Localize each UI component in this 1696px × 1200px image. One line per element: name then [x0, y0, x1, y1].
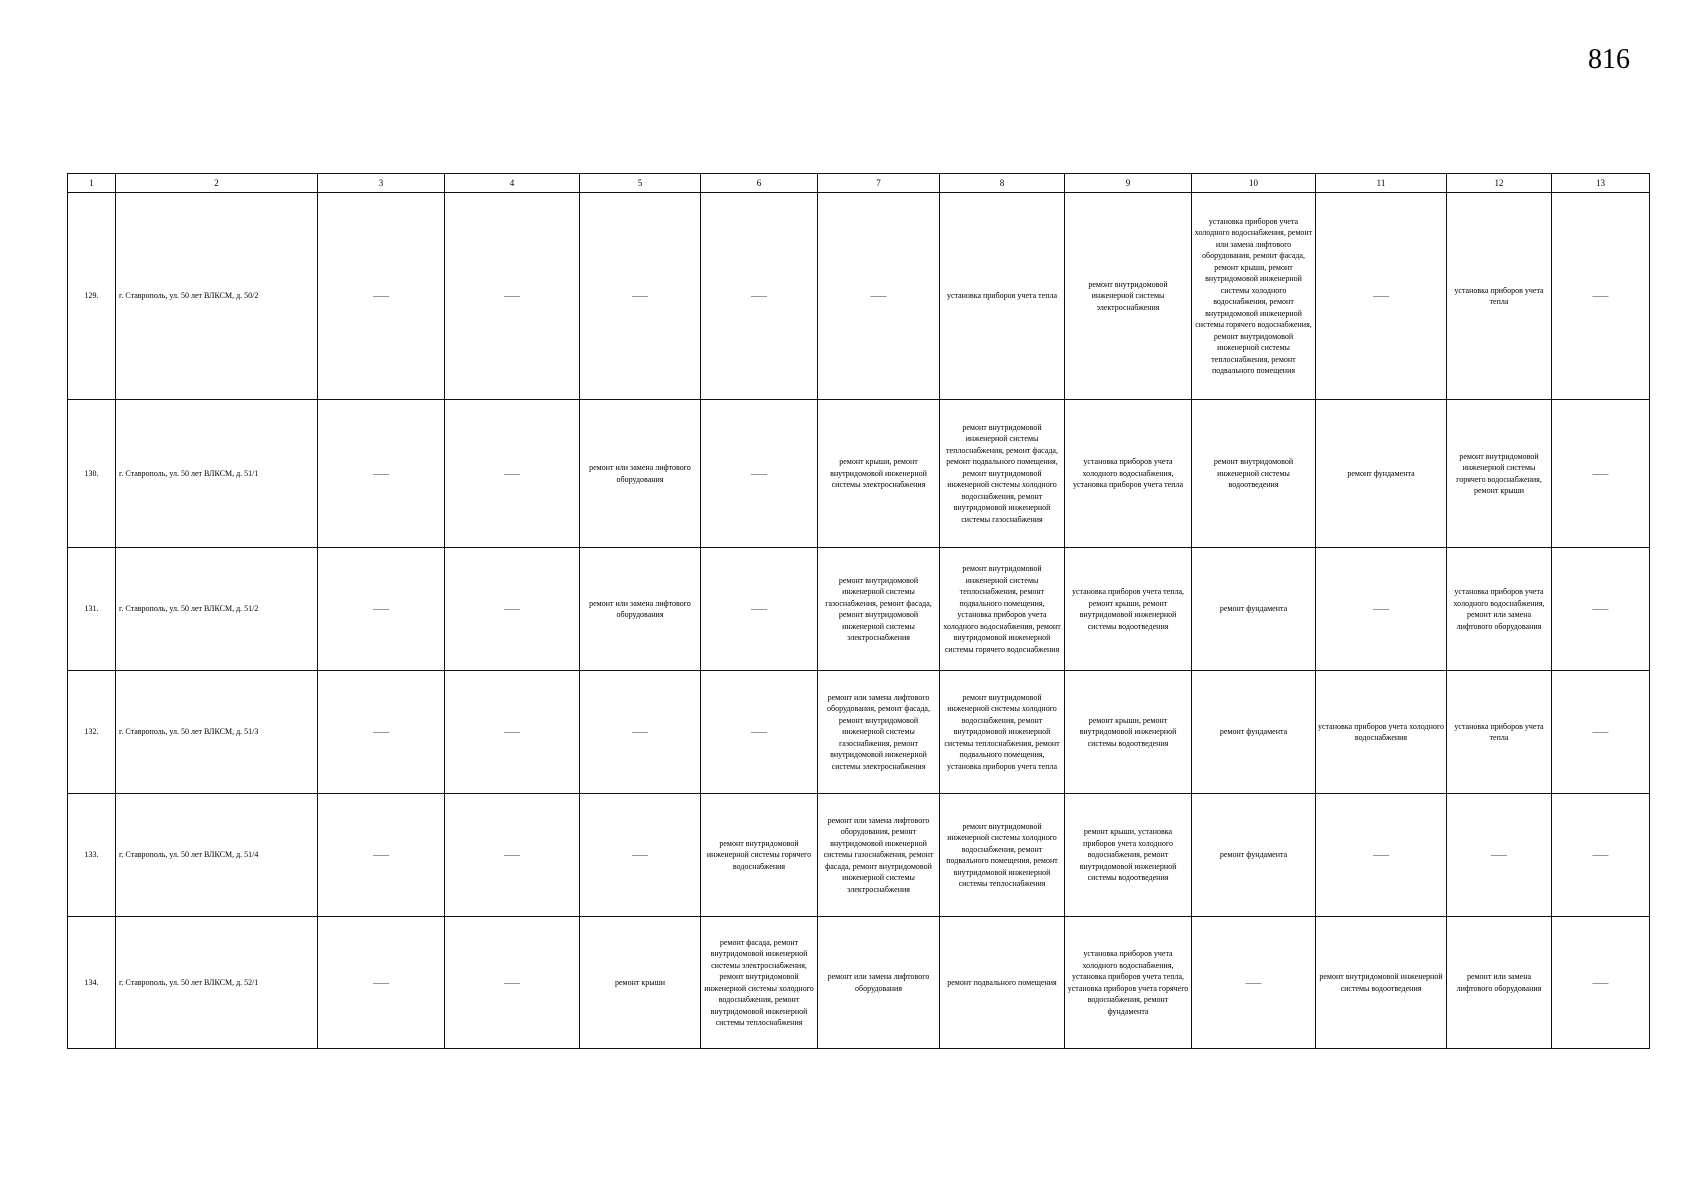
work-cell: —— — [445, 400, 580, 548]
work-cell: —— — [445, 671, 580, 794]
work-cell: —— — [580, 671, 701, 794]
header-cell: 13 — [1552, 174, 1650, 193]
page-number: 816 — [1588, 44, 1630, 75]
work-cell: установка приборов учета холодного водоснабжения, установка приборов учета тепла — [1065, 400, 1192, 548]
work-cell: —— — [1192, 917, 1316, 1049]
work-cell: —— — [701, 671, 818, 794]
work-cell: —— — [445, 917, 580, 1049]
work-cell: установка приборов учета холодного водоснабжения, установка приборов учета тепла, установка приборов учета горячего водоснабжения, ремонт фундамента — [1065, 917, 1192, 1049]
header-cell: 7 — [818, 174, 940, 193]
table-row — [68, 917, 1650, 1049]
repair-schedule-table — [67, 173, 1650, 1049]
work-cell: —— — [1316, 193, 1447, 400]
work-cell: ремонт внутридомовой инженерной системы газоснабжения, ремонт фасада, ремонт внутридомовой инженерной системы электроснабжения — [818, 548, 940, 671]
work-cell: ремонт внутридомовой инженерной системы горячего водоснабжения — [701, 794, 818, 917]
work-cell: ремонт фасада, ремонт внутридомовой инженерной системы электроснабжения, ремонт внутридомовой инженерной системы холодного водоснабжения, ремонт внутридомовой инженерной системы теплоснабжения — [701, 917, 818, 1049]
work-cell: —— — [445, 794, 580, 917]
row-number: 134. — [68, 917, 116, 1049]
header-cell: 12 — [1447, 174, 1552, 193]
work-cell: ремонт внутридомовой инженерной системы холодного водоснабжения, ремонт внутридомовой инженерной системы теплоснабжения, ремонт подвального помещения, установка приборов учета тепла — [940, 671, 1065, 794]
work-cell: ремонт фундамента — [1192, 794, 1316, 917]
work-cell: установка приборов учета холодного водоснабжения — [1316, 671, 1447, 794]
table-row — [68, 400, 1650, 548]
header-row — [68, 174, 1650, 193]
work-cell: ремонт внутридомовой инженерной системы теплоснабжения, ремонт подвального помещения, установка приборов учета холодного водоснабжения, ремонт внутридомовой инженерной системы горячего водоснабжения — [940, 548, 1065, 671]
work-cell: ремонт или замена лифтового оборудования, ремонт внутридомовой инженерной системы газоснабжения, ремонт фасада, ремонт внутридомовой инженерной системы электроснабжения — [818, 794, 940, 917]
work-cell: ремонт фундамента — [1192, 671, 1316, 794]
work-cell: —— — [318, 193, 445, 400]
header-cell: 6 — [701, 174, 818, 193]
work-cell: —— — [318, 548, 445, 671]
work-cell: —— — [1552, 193, 1650, 400]
work-cell: ремонт или замена лифтового оборудования — [580, 548, 701, 671]
work-cell: ремонт крыши, ремонт внутридомовой инженерной системы электроснабжения — [818, 400, 940, 548]
row-number: 131. — [68, 548, 116, 671]
work-cell: —— — [818, 193, 940, 400]
address-cell: г. Ставрополь, ул. 50 лет ВЛКСМ, д. 52/1 — [116, 917, 318, 1049]
work-cell: ремонт крыши, ремонт внутридомовой инженерной системы водоотведения — [1065, 671, 1192, 794]
work-cell: установка приборов учета холодного водоснабжения, ремонт или замена лифтового оборудования, ремонт фасада, ремонт крыши, ремонт внутридомовой инженерной системы холодного водоснабжения, ремонт внутридомовой инженерной системы горячего водоснабжения, ремонт внутридомовой инженерной системы теплоснабжения, ремонт подвального помещения — [1192, 193, 1316, 400]
work-cell: ремонт внутридомовой инженерной системы водоотведения — [1316, 917, 1447, 1049]
work-cell: —— — [1552, 548, 1650, 671]
work-cell: —— — [1552, 794, 1650, 917]
header-cell: 3 — [318, 174, 445, 193]
work-cell: —— — [701, 400, 818, 548]
work-cell: ремонт крыши — [580, 917, 701, 1049]
work-cell: ремонт внутридомовой инженерной системы водоотведения — [1192, 400, 1316, 548]
work-cell: —— — [1552, 917, 1650, 1049]
table-row — [68, 671, 1650, 794]
work-cell: ремонт внутридомовой инженерной системы электроснабжения — [1065, 193, 1192, 400]
row-number: 129. — [68, 193, 116, 400]
header-cell: 9 — [1065, 174, 1192, 193]
header-cell: 2 — [116, 174, 318, 193]
header-cell: 1 — [68, 174, 116, 193]
work-cell: —— — [1552, 400, 1650, 548]
work-cell: установка приборов учета тепла, ремонт крыши, ремонт внутридомовой инженерной системы водоотведения — [1065, 548, 1192, 671]
work-cell: —— — [318, 917, 445, 1049]
work-cell: ремонт или замена лифтового оборудования — [580, 400, 701, 548]
header-cell: 8 — [940, 174, 1065, 193]
work-cell: установка приборов учета тепла — [1447, 193, 1552, 400]
work-cell: —— — [1316, 794, 1447, 917]
header-cell: 5 — [580, 174, 701, 193]
work-cell: ремонт фундамента — [1316, 400, 1447, 548]
work-cell: —— — [318, 794, 445, 917]
work-cell: ремонт внутридомовой инженерной системы холодного водоснабжения, ремонт подвального помещения, ремонт внутридомовой инженерной системы теплоснабжения — [940, 794, 1065, 917]
header-cell: 10 — [1192, 174, 1316, 193]
work-cell: —— — [1447, 794, 1552, 917]
work-cell: —— — [701, 548, 818, 671]
work-cell: —— — [318, 400, 445, 548]
work-cell: ремонт фундамента — [1192, 548, 1316, 671]
work-cell: —— — [580, 193, 701, 400]
work-cell: —— — [445, 193, 580, 400]
work-cell: —— — [1552, 671, 1650, 794]
work-cell: ремонт внутридомовой инженерной системы теплоснабжения, ремонт фасада, ремонт подвального помещения, ремонт внутридомовой инженерной системы холодного водоснабжения, ремонт внутридомовой инженерной системы газоснабжения — [940, 400, 1065, 548]
work-cell: установка приборов учета холодного водоснабжения, ремонт или замена лифтового оборудования — [1447, 548, 1552, 671]
address-cell: г. Ставрополь, ул. 50 лет ВЛКСМ, д. 51/3 — [116, 671, 318, 794]
work-cell: —— — [445, 548, 580, 671]
address-cell: г. Ставрополь, ул. 50 лет ВЛКСМ, д. 51/2 — [116, 548, 318, 671]
table-row — [68, 794, 1650, 917]
work-cell: ремонт или замена лифтового оборудования, ремонт фасада, ремонт внутридомовой инженерной системы газоснабжения, ремонт внутридомовой инженерной системы электроснабжения — [818, 671, 940, 794]
address-cell: г. Ставрополь, ул. 50 лет ВЛКСМ, д. 51/1 — [116, 400, 318, 548]
address-cell: г. Ставрополь, ул. 50 лет ВЛКСМ, д. 50/2 — [116, 193, 318, 400]
row-number: 130. — [68, 400, 116, 548]
address-cell: г. Ставрополь, ул. 50 лет ВЛКСМ, д. 51/4 — [116, 794, 318, 917]
work-cell: ремонт подвального помещения — [940, 917, 1065, 1049]
work-cell: установка приборов учета тепла — [940, 193, 1065, 400]
work-cell: ремонт внутридомовой инженерной системы горячего водоснабжения, ремонт крыши — [1447, 400, 1552, 548]
work-cell: установка приборов учета тепла — [1447, 671, 1552, 794]
row-number: 132. — [68, 671, 116, 794]
work-cell: —— — [318, 671, 445, 794]
table-row — [68, 548, 1650, 671]
work-cell: —— — [580, 794, 701, 917]
work-cell: ремонт крыши, установка приборов учета холодного водоснабжения, ремонт внутридомовой инженерной системы водоотведения — [1065, 794, 1192, 917]
work-cell: —— — [701, 193, 818, 400]
work-cell: ремонт или замена лифтового оборудования — [818, 917, 940, 1049]
work-cell: ремонт или замена лифтового оборудования — [1447, 917, 1552, 1049]
table-row — [68, 193, 1650, 400]
work-cell: —— — [1316, 548, 1447, 671]
header-cell: 4 — [445, 174, 580, 193]
header-cell: 11 — [1316, 174, 1447, 193]
row-number: 133. — [68, 794, 116, 917]
